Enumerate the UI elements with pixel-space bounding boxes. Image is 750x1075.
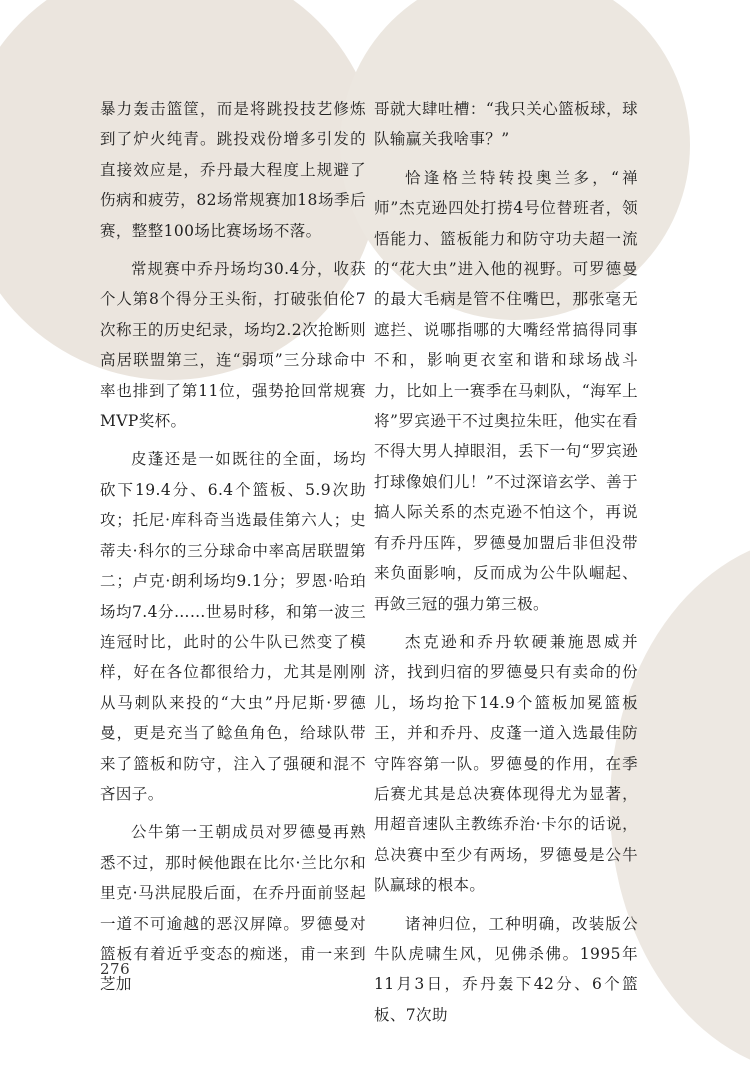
paragraph: 常规赛中乔丹场均30.4分，收获个人第8个得分王头衔，打破张伯伦7次称王的历史纪录，场均2.2次抢断则高居联盟第三，连“弱项”三分球命中率也排到了第11位，强势抢回常规赛MVP奖杯。 — [100, 260, 366, 431]
paragraph: 哥就大肆吐槽：“我只关心篮板球，球队输赢关我啥事？” — [374, 100, 638, 149]
paragraph: 诸神归位，工种明确，改装版公牛队虎啸生风，见佛杀佛。1995年11月3日，乔丹轰下42分、6个篮板、7次助 — [374, 914, 638, 1024]
paragraph: 杰克逊和乔丹软硬兼施恩威并济，找到归宿的罗德曼只有卖命的份儿，场均抢下14.9个篮板加冕篮板王，并和乔丹、皮蓬一道入选最佳防守阵容第一队。罗德曼的作用，在季后赛尤其是总决赛体现得尤为显著，用超音速队主教练乔治·卡尔的话说，总决赛中至少有两场，罗德曼是公牛队赢球的根本。 — [374, 632, 638, 895]
paragraph: 恰逢格兰特转投奥兰多，“禅师”杰克逊四处打捞4号位替班者，领悟能力、篮板能力和防守功夫超一流的“花大虫”进入他的视野。可罗德曼的最大毛病是管不住嘴巴，那张毫无遮拦、说哪指哪的大嘴经常搞得同事不和，影响更衣室和谐和球场战斗力，比如上一赛季在马刺队，“海军上将”罗宾逊干不过奥拉朱旺，他实在看不得大男人掉眼泪，丢下一句“罗宾逊打球像娘们儿！”不过深谙玄学、善于搞人际关系的杰克逊不怕这个，再说有乔丹压阵，罗德曼加盟后非但没带来负面影响，反而成为公牛队崛起、再敛三冠的强力第三极。 — [374, 168, 638, 613]
right-text-column — [374, 94, 638, 1038]
paragraph: 皮蓬还是一如既往的全面，场均砍下19.4分、6.4个篮板、5.9次助攻；托尼·库科奇当选最佳第六人；史蒂夫·科尔的三分球命中率高居联盟第二；卢克·朗利场均9.1分；罗恩·哈珀场均7.4分……世易时移，和第一波三连冠时比，此时的公牛队已然变了模样，好在各位都很给力，尤其是刚刚从马刺队来投的“大虫”丹尼斯·罗德曼，更是充当了鲶鱼角色，给球队带来了篮板和防守，注入了强硬和混不吝因子。 — [100, 450, 366, 803]
paragraph: 暴力轰击篮筐，而是将跳投技艺修炼到了炉火纯青。跳投戏份增多引发的直接效应是，乔丹最大程度上规避了伤病和疲劳，82场常规赛加18场季后赛，整整100场比赛场场不落。 — [100, 100, 366, 240]
paragraph: 公牛第一王朝成员对罗德曼再熟悉不过，那时候他跟在比尔·兰比尔和里克·马洪屁股后面，在乔丹面前竖起一道不可逾越的恶汉屏障。罗德曼对篮板有着近乎变态的痴迷，甫一来到芝加 — [100, 823, 366, 994]
page-number: 276 — [100, 960, 131, 978]
left-text-column — [100, 94, 366, 1008]
